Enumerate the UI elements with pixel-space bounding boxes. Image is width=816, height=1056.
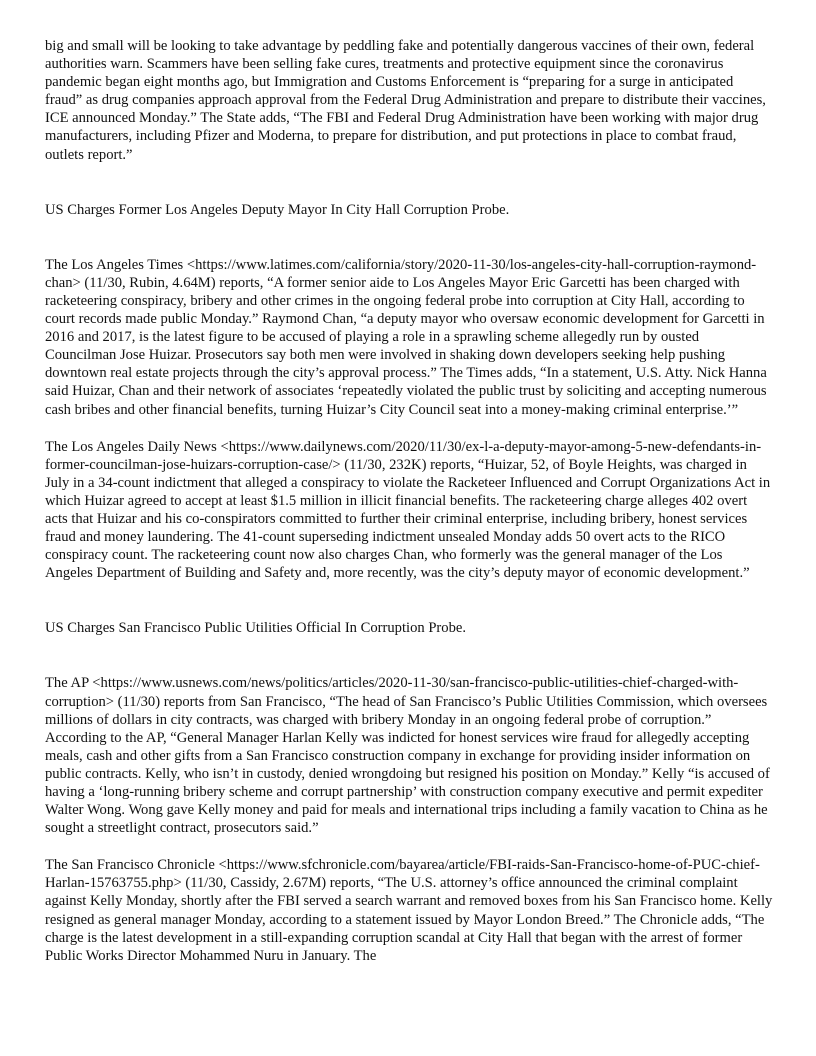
spacer: [45, 837, 773, 856]
paragraph-la-daily-news: The Los Angeles Daily News <https://www.dailynews.com/2020/11/30/ex-l-a-deputy-mayor-among-5-new-defendants-in-former-councilman-jose-huizars-corruption-case/> (11/30, 232K) reports, “Huizar, 52, of Boyle Heights, was charged in July in a 34-count indictment that alleged a conspiracy to violate the Racketeer Influenced and Corrupt Organizations Act in which Huizar agreed to accept at least $1.5 million in illicit financial benefits. The racketeering charge alleges 402 overt acts that Huizar and his co-conspirators committed to further their criminal enterprise, including bribery, honest services fraud and money laundering. The 41-count superseding indictment unsealed Monday adds 50 overt acts to the RICO conspiracy count. The racketeering count now also charges Chan, who formerly was the general manager of the Los Angeles Department of Building and Safety and, more recently, was the city’s deputy mayor of economic development.”: [45, 438, 771, 582]
heading-sf-puc: US Charges San Francisco Public Utilities Official In Corruption Probe.: [45, 620, 467, 637]
spacer: [45, 637, 773, 674]
paragraph-sf-chronicle: The San Francisco Chronicle <https://www.sfchronicle.com/bayarea/article/FBI-raids-San-Francisco-home-of-PUC-chief-Harlan-15763755.php> (11/30, Cassidy, 2.67M) reports, “The U.S. attorney’s office announced the criminal complaint against Kelly Monday, shortly after the FBI served a search warrant and removed boxes from his San Francisco home. Kelly resigned as general manager Monday, according to a statement issued by Mayor London Breed.” The Chronicle adds, “The charge is the latest development in a still-expanding corruption scandal at City Hall that began with the arrest of former Public Works Director Mohammed Nuru in January. The: [45, 857, 773, 964]
spacer: [45, 164, 773, 201]
document-page: [45, 37, 773, 965]
paragraph-vaccine-fraud: big and small will be looking to take advantage by peddling fake and potentially dangerous vaccines of their own, federal authorities warn. Scammers have been selling fake cures, treatments and protective equipment since the coronavirus pandemic began eight months ago, but Immigration and Customs Enforcement is “preparing for a surge in anticipated fraud” as drug companies approach approval from the Federal Drug Administration and prepare to distribute their vaccines, ICE announced Monday.” The State adds, “The FBI and Federal Drug Administration have been working with major drug manufacturers, including Pfizer and Moderna, to prepare for distribution, and put protections in place to combat fraud, outlets report.”: [45, 38, 766, 163]
paragraph-ap: The AP <https://www.usnews.com/news/politics/articles/2020-11-30/san-francisco-public-utilities-chief-charged-with-corruption> (11/30) reports from San Francisco, “The head of San Francisco’s Public Utilities Commission, which oversees millions of dollars in city contracts, was charged with bribery Monday in an ongoing federal probe of corruption.” According to the AP, “General Manager Harlan Kelly was indicted for honest services wire fraud for allegedly accepting meals, cash and other gifts from a San Francisco construction company in exchange for providing insider information on public contracts. Kelly, who isn’t in custody, denied wrongdoing but resigned his position on Monday.” Kelly “is accused of having a ‘long-running bribery scheme and corrupt partnership’ with construction company executive and permit expediter Walter Wong. Wong gave Kelly money and paid for meals and international trips including a family vacation to China as he sought a streetlight contract, prosecutors said.”: [45, 675, 770, 837]
paragraph-la-times: The Los Angeles Times <https://www.latimes.com/california/story/2020-11-30/los-angeles-city-hall-corruption-raymond-chan> (11/30, Rubin, 4.64M) reports, “A former senior aide to Los Angeles Mayor Eric Garcetti has been charged with racketeering conspiracy, bribery and other crimes in the ongoing federal probe into corruption at City Hall, according to court records made public Monday.” Raymond Chan, “a deputy mayor who oversaw economic development for Garcetti in 2016 and 2017, is the latest figure to be accused of playing a role in a sprawling scheme allegedly run by ousted Councilman Jose Huizar. Prosecutors say both men were involved in shaking down developers seeking help pushing downtown real estate projects through the city’s approval process.” The Times adds, “In a statement, U.S. Atty. Nick Hanna said Huizar, Chan and their network of associates ‘repeatedly violated the public trust by soliciting and accepting numerous cash bribes and other financial benefits, turning Huizar’s City Council seat into a money-making criminal enterprise.’”: [45, 256, 767, 418]
spacer: [45, 219, 773, 256]
spacer: [45, 419, 773, 438]
heading-la-deputy-mayor: US Charges Former Los Angeles Deputy Mayor In City Hall Corruption Probe.: [45, 201, 510, 218]
spacer: [45, 582, 773, 619]
